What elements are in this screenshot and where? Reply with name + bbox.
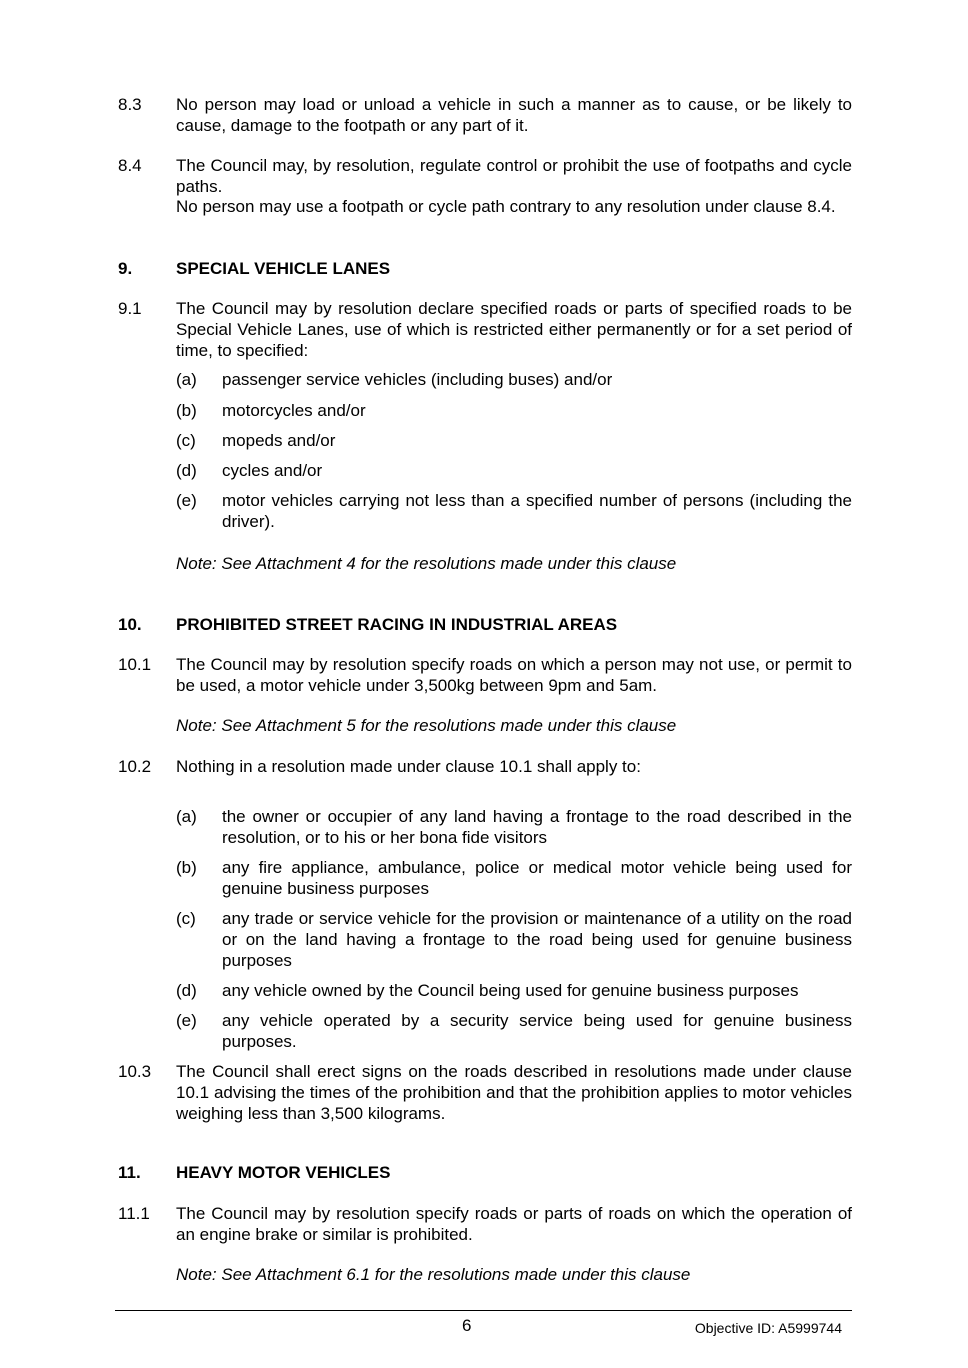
list-item-text: any trade or service vehicle for the provision or maintenance of a utility on the road or on the land having a frontage to the road being used for genuine business purposes <box>222 909 852 970</box>
clause-text: No person may load or unload a vehicle in such a manner as to cause, or be likely to cause, damage to the footpath or any part of it. <box>176 95 852 135</box>
clause-number: 8.3 <box>118 95 142 114</box>
clause-number: 10.1 <box>118 655 152 674</box>
list-item-text: any fire appliance, ambulance, police or medical motor vehicle being used for genuine business purposes <box>222 858 852 898</box>
list-item-label: (c) <box>176 909 196 928</box>
clause-note: Note: See Attachment 4 for the resolutions made under this clause <box>176 554 677 573</box>
clause-number: 10.3 <box>118 1062 152 1081</box>
clause-text: The Council may by resolution specify roads on which a person may not use, or permit to be used, a motor vehicle under 3,500kg between 9pm and 5am. <box>176 655 852 695</box>
section-number: 11. <box>118 1163 141 1182</box>
clause-note: Note: See Attachment 6.1 for the resolutions made under this clause <box>176 1265 691 1284</box>
list-item-label: (b) <box>176 858 197 877</box>
list-item-text: any vehicle operated by a security service being used for genuine business purposes. <box>222 1011 852 1051</box>
list-item-text: any vehicle owned by the Council being used for genuine business purposes <box>222 981 799 1000</box>
list-item-text: the owner or occupier of any land having a frontage to the road described in the resolution, or to his or her bona fide visitors <box>222 807 852 847</box>
section-number: 9. <box>118 259 133 278</box>
list-item-label: (a) <box>176 370 197 389</box>
list-item-label: (a) <box>176 807 197 826</box>
list-item-label: (e) <box>176 1011 197 1030</box>
page-number: 6 <box>462 1316 472 1335</box>
clause-note: Note: See Attachment 5 for the resolutions made under this clause <box>176 716 677 735</box>
list-item-text: cycles and/or <box>222 461 323 480</box>
section-number: 10. <box>118 615 142 634</box>
clause-text: The Council may by resolution specify roads or parts of roads on which the operation of an engine brake or similar is prohibited. <box>176 1204 852 1244</box>
list-item-label: (e) <box>176 491 197 510</box>
section-title: PROHIBITED STREET RACING IN INDUSTRIAL AREAS <box>176 615 618 634</box>
section-title: HEAVY MOTOR VEHICLES <box>176 1163 391 1182</box>
clause-number: 8.4 <box>118 156 142 175</box>
clause-number: 9.1 <box>118 299 142 318</box>
list-item-text: motorcycles and/or <box>222 401 366 420</box>
clause-text: The Council may, by resolution, regulate control or prohibit the use of footpaths and cycle paths. <box>176 156 852 196</box>
clause-text: The Council shall erect signs on the roads described in resolutions made under clause 10.1 advising the times of the prohibition and that the prohibition applies to motor vehicles weighing less than 3,500 kilograms. <box>176 1062 852 1123</box>
list-item-label: (c) <box>176 431 196 450</box>
clause-text: The Council may by resolution declare specified roads or parts of specified roads to be Special Vehicle Lanes, use of which is restricted either permanently or for a set period of time, to specified: <box>176 299 852 360</box>
list-item-text: motor vehicles carrying not less than a specified number of persons (including the driver). <box>222 491 852 531</box>
clause-text: No person may use a footpath or cycle path contrary to any resolution under clause 8.4. <box>176 197 836 216</box>
list-item-label: (d) <box>176 461 197 480</box>
objective-id: Objective ID: A5999744 <box>694 1320 842 1336</box>
list-item-label: (b) <box>176 401 197 420</box>
clause-number: 11.1 <box>118 1204 150 1223</box>
clause-number: 10.2 <box>118 757 152 776</box>
footer-divider <box>115 1310 852 1311</box>
list-item-text: passenger service vehicles (including buses) and/or <box>222 370 613 389</box>
list-item-label: (d) <box>176 981 197 1000</box>
clause-text: Nothing in a resolution made under clause 10.1 shall apply to: <box>176 757 641 776</box>
list-item-text: mopeds and/or <box>222 431 336 450</box>
section-title: SPECIAL VEHICLE LANES <box>176 259 391 278</box>
